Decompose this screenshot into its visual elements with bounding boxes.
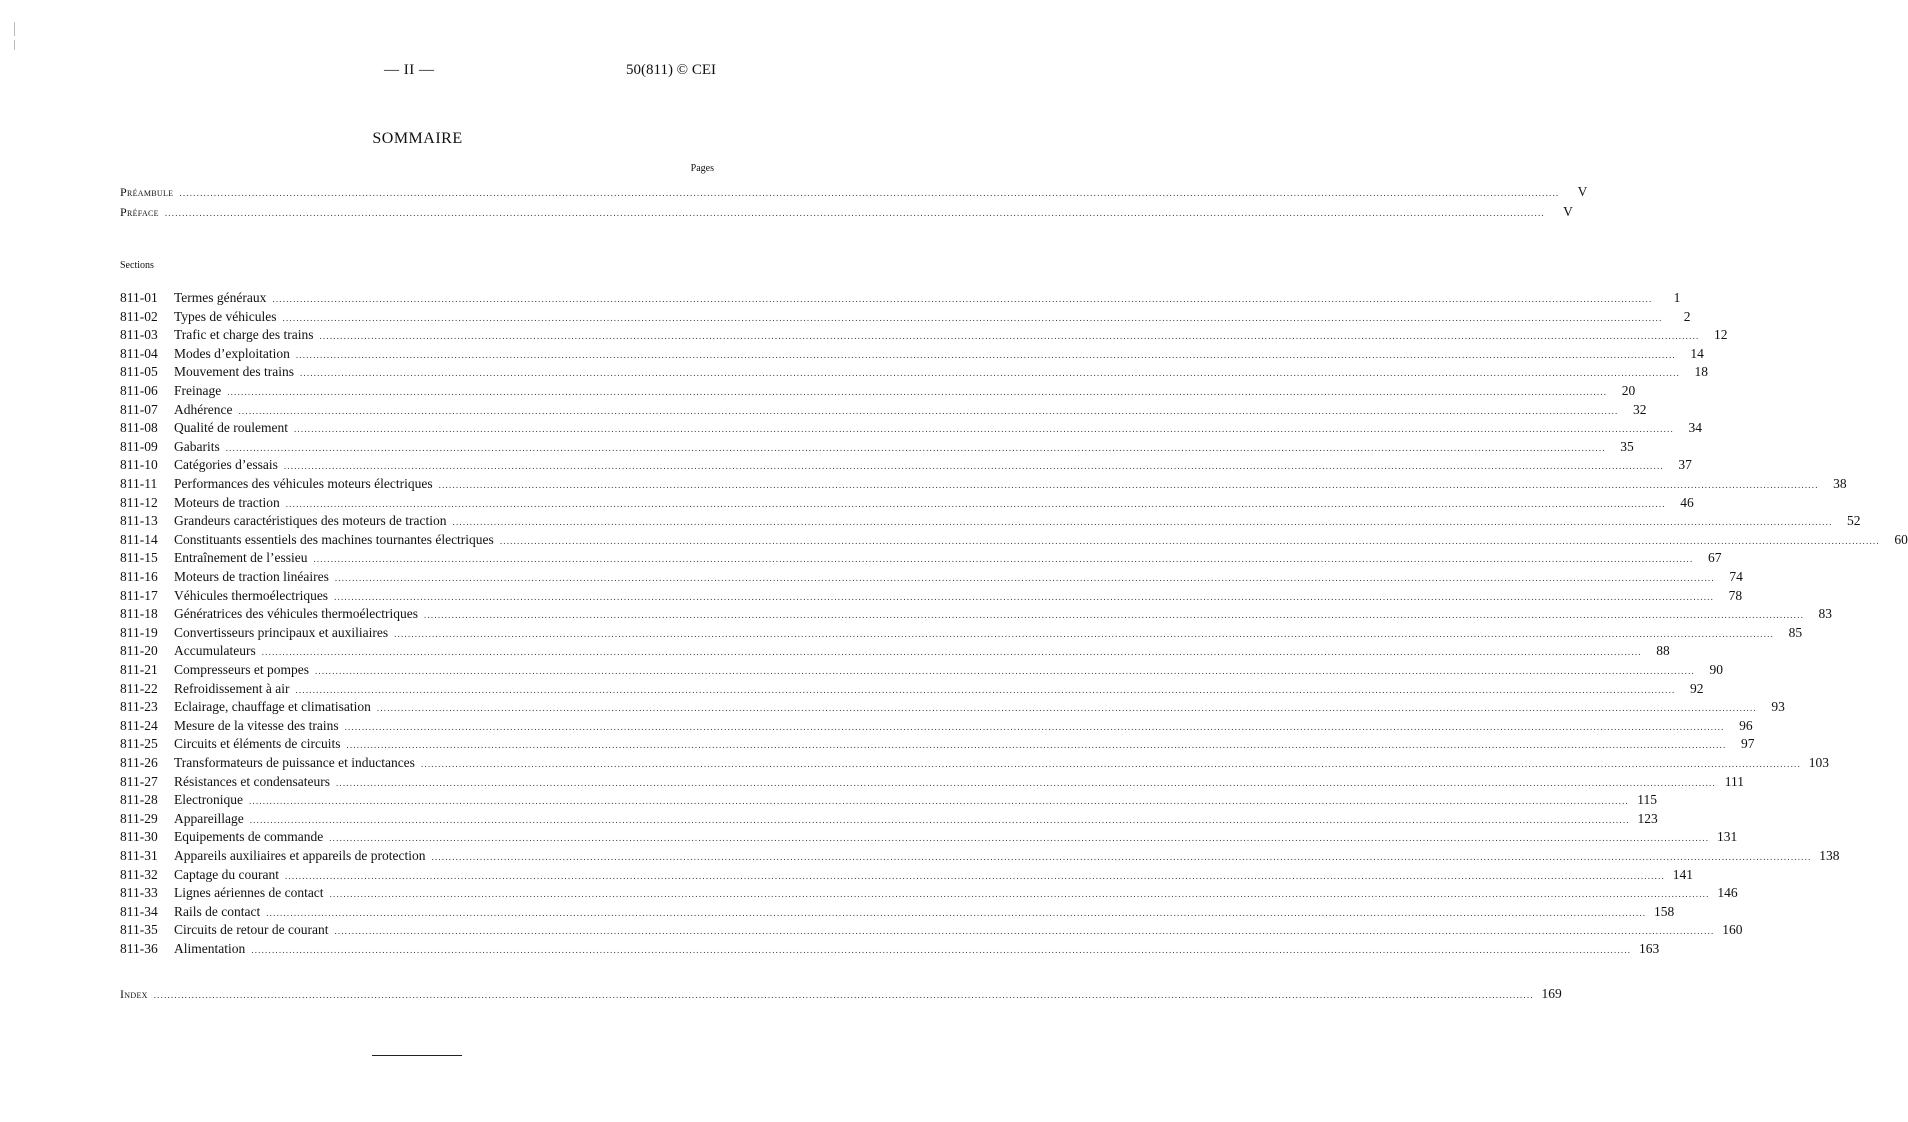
leader-dots: ................................................................................................................................................................................................................................................................................................................................................................................................................ <box>261 647 1642 658</box>
section-number: 811-17 <box>120 587 158 603</box>
leader-dots: ................................................................................................................................................................................................................................................................................................................................................................................................................ <box>249 814 1630 825</box>
section-number: 811-07 <box>120 401 158 417</box>
section-title: Appareillage <box>174 810 244 826</box>
margin-scan-mark <box>14 22 15 36</box>
leader-dots: ................................................................................................................................................................................................................................................................................................................................................................................................................ <box>227 387 1608 397</box>
section-number: 811-31 <box>120 848 158 863</box>
leader-dots: ................................................................................................................................................................................................................................................................................................................................................................................................................ <box>282 312 1663 323</box>
toc-entry-811-04[interactable] <box>120 345 1704 363</box>
section-number: 811-11 <box>120 476 158 491</box>
toc-entry-811-15[interactable] <box>120 549 1722 567</box>
page-title: SOMMAIRE <box>372 130 463 147</box>
page-header <box>0 62 793 82</box>
section-page: 14 <box>1690 345 1704 361</box>
leader-dots: ................................................................................................................................................................................................................................................................................................................................................................................................................ <box>420 759 1801 769</box>
section-title: Moteurs de traction linéaires <box>174 569 329 584</box>
sections-label: Sections <box>120 260 154 271</box>
section-page: 32 <box>1632 401 1647 417</box>
toc-entry-811-32[interactable] <box>120 866 1693 884</box>
leader-dots: ................................................................................................................................................................................................................................................................................................................................................................................................................ <box>329 889 1710 900</box>
section-title: Génératrices des véhicules thermoélectriques <box>174 606 419 622</box>
section-number: 811-15 <box>120 550 158 566</box>
leader-dots: ................................................................................................................................................................................................................................................................................................................................................................................................................ <box>335 777 1716 788</box>
toc-entry-811-18[interactable] <box>120 605 1833 623</box>
leader-dots: ................................................................................................................................................................................................................................................................................................................................................................................................................ <box>284 870 1665 881</box>
leader-dots: ................................................................................................................................................................................................................................................................................................................................................................................................................ <box>266 907 1647 918</box>
toc-entry-preface[interactable] <box>120 203 1573 221</box>
section-page: 2 <box>1683 308 1691 324</box>
leader-dots: ................................................................................................................................................................................................................................................................................................................................................................................................................ <box>295 349 1676 360</box>
section-page: 97 <box>1740 736 1755 752</box>
leader-dots: ................................................................................................................................................................................................................................................................................................................................................................................................................ <box>283 461 1664 472</box>
section-page: 141 <box>1672 866 1693 882</box>
toc-entry-811-35[interactable] <box>120 921 1743 939</box>
section-number: 811-03 <box>120 327 158 343</box>
section-page: 96 <box>1739 717 1753 733</box>
section-page: 160 <box>1722 922 1743 938</box>
section-title: Résistances et condensateurs <box>174 773 330 789</box>
leader-dots: ................................................................................................................................................................................................................................................................................................................................................................................................................ <box>251 945 1632 955</box>
toc-entry-811-16[interactable] <box>120 568 1743 586</box>
section-page: 103 <box>1808 755 1829 770</box>
section-page: 67 <box>1707 550 1722 566</box>
section-title: Refroidissement à air <box>174 680 290 696</box>
section-number: 811-06 <box>120 383 158 398</box>
toc-entry-811-27[interactable] <box>120 773 1744 791</box>
section-title: Mouvement des trains <box>174 364 294 380</box>
section-page: 90 <box>1709 662 1723 677</box>
toc-entry-811-31[interactable] <box>120 847 1840 865</box>
section-title: Gabarits <box>174 438 220 454</box>
leader-dots: ................................................................................................................................................................................................................................................................................................................................................................................................................ <box>344 721 1725 732</box>
section-title: Freinage <box>174 383 222 398</box>
section-page: 93 <box>1771 699 1785 715</box>
section-page: 60 <box>1894 531 1908 547</box>
leader-dots: ................................................................................................................................................................................................................................................................................................................................................................................................................ <box>346 740 1727 751</box>
section-number: 811-19 <box>120 624 158 640</box>
section-number: 811-29 <box>120 810 158 826</box>
toc-entry-811-33[interactable] <box>120 884 1738 902</box>
section-title: Adhérence <box>174 401 233 417</box>
leader-dots: ................................................................................................................................................................................................................................................................................................................................................................................................................ <box>238 405 1619 416</box>
toc-entry-811-36[interactable] <box>120 940 1660 958</box>
section-title: Equipements de commande <box>174 829 324 845</box>
section-title: Circuits et éléments de circuits <box>174 736 341 752</box>
section-number: 811-26 <box>120 755 158 770</box>
section-page: 34 <box>1688 420 1702 436</box>
document-reference: 50(811) © CEI <box>626 62 716 78</box>
section-title: Convertisseurs principaux et auxiliaires <box>174 624 389 640</box>
toc-entry-811-14[interactable] <box>120 531 1908 549</box>
toc-entry-811-23[interactable] <box>120 698 1785 716</box>
index-label: Index <box>120 987 148 1001</box>
toc-entry-page: V <box>1577 184 1588 199</box>
leader-dots: ................................................................................................................................................................................................................................................................................................................................................................................................................ <box>499 535 1880 546</box>
section-page: 131 <box>1716 829 1738 845</box>
section-number: 811-24 <box>120 717 158 733</box>
bottom-rule <box>372 1055 462 1056</box>
section-number: 811-08 <box>120 420 158 436</box>
leader-dots: ................................................................................................................................................................................................................................................................................................................................................................................................................ <box>334 573 1715 583</box>
toc-entry-811-13[interactable] <box>120 512 1861 530</box>
section-number: 811-12 <box>120 494 158 510</box>
toc-entry-811-07[interactable] <box>120 401 1647 419</box>
section-number: 811-22 <box>120 680 158 696</box>
section-title: Appareils auxiliaires et appareils de protection <box>174 848 426 863</box>
section-page: 158 <box>1653 903 1675 919</box>
section-number: 811-02 <box>120 308 158 324</box>
section-number: 811-35 <box>120 922 158 938</box>
section-number: 811-34 <box>120 903 158 919</box>
section-number: 811-33 <box>120 885 158 901</box>
leader-dots: ................................................................................................................................................................................................................................................................................................................................................................................................................ <box>225 442 1606 453</box>
leader-dots: ................................................................................................................................................................................................................................................................................................................................................................................................................ <box>179 188 1560 198</box>
section-page: 146 <box>1717 885 1738 901</box>
margin-scan-mark <box>14 40 15 50</box>
toc-entry-811-22[interactable] <box>120 680 1704 698</box>
section-title: Véhicules thermoélectriques <box>174 587 329 603</box>
leader-dots: ................................................................................................................................................................................................................................................................................................................................................................................................................ <box>164 208 1545 218</box>
pages-column-label: Pages <box>690 163 714 174</box>
toc-entry-811-25[interactable] <box>120 735 1755 753</box>
toc-entry-811-05[interactable] <box>120 363 1708 381</box>
section-title: Electronique <box>174 792 243 808</box>
toc-entry-811-08[interactable] <box>120 419 1702 437</box>
toc-entry-811-20[interactable] <box>120 642 1670 660</box>
section-page: 46 <box>1680 494 1694 510</box>
toc-entry-label: Préambule <box>120 185 174 199</box>
section-number: 811-30 <box>120 829 158 845</box>
section-title: Moteurs de traction <box>174 494 280 510</box>
section-page: 74 <box>1729 569 1743 584</box>
leader-dots: ................................................................................................................................................................................................................................................................................................................................................................................................................ <box>376 703 1757 714</box>
section-title: Compresseurs et pompes <box>174 662 309 677</box>
toc-entry-811-34[interactable] <box>120 903 1675 921</box>
leader-dots: ................................................................................................................................................................................................................................................................................................................................................................................................................ <box>394 628 1775 639</box>
toc-entry-preambule[interactable] <box>120 183 1588 201</box>
toc-entry-811-21[interactable] <box>120 661 1723 679</box>
section-title: Transformateurs de puissance et inductances <box>174 755 415 770</box>
section-page: 138 <box>1819 848 1840 863</box>
toc-entry-811-01[interactable] <box>120 289 1681 307</box>
toc-entry-811-17[interactable] <box>120 587 1743 605</box>
section-number: 811-20 <box>120 643 158 659</box>
section-number: 811-21 <box>120 662 158 677</box>
section-title: Constituants essentiels des machines tournantes électriques <box>174 531 494 547</box>
leader-dots: ................................................................................................................................................................................................................................................................................................................................................................................................................ <box>329 833 1710 844</box>
section-number: 811-28 <box>120 792 158 808</box>
section-title: Rails de contact <box>174 903 261 919</box>
section-page: 52 <box>1847 513 1861 529</box>
index-entry[interactable] <box>120 985 1562 1003</box>
leader-dots: ................................................................................................................................................................................................................................................................................................................................................................................................................ <box>334 926 1715 937</box>
section-page: 85 <box>1788 624 1803 640</box>
section-title: Mesure de la vitesse des trains <box>174 717 339 733</box>
leader-dots: ................................................................................................................................................................................................................................................................................................................................................................................................................ <box>431 852 1812 862</box>
section-number: 811-14 <box>120 531 158 547</box>
section-page: 111 <box>1724 773 1744 789</box>
leader-dots: ................................................................................................................................................................................................................................................................................................................................................................................................................ <box>313 554 1694 565</box>
section-number: 811-18 <box>120 606 158 622</box>
leader-dots: ................................................................................................................................................................................................................................................................................................................................................................................................................ <box>295 684 1676 695</box>
section-page: 1 <box>1673 290 1681 305</box>
toc-entry-811-02[interactable] <box>120 308 1691 326</box>
section-page: 115 <box>1637 792 1657 808</box>
toc-entry-811-10[interactable] <box>120 456 1692 474</box>
leader-dots: ................................................................................................................................................................................................................................................................................................................................................................................................................ <box>452 517 1833 528</box>
section-number: 811-16 <box>120 569 158 584</box>
section-page: 12 <box>1713 327 1728 343</box>
section-page: 20 <box>1621 383 1636 398</box>
toc-entry-811-30[interactable] <box>120 828 1738 846</box>
section-title: Lignes aériennes de contact <box>174 885 324 901</box>
section-number: 811-04 <box>120 345 158 361</box>
leader-dots: ................................................................................................................................................................................................................................................................................................................................................................................................................ <box>334 591 1715 602</box>
leader-dots: ................................................................................................................................................................................................................................................................................................................................................................................................................ <box>248 796 1629 807</box>
section-number: 811-32 <box>120 866 158 882</box>
toc-entry-811-11[interactable] <box>120 475 1847 493</box>
section-page: 83 <box>1818 606 1833 622</box>
leader-dots: ................................................................................................................................................................................................................................................................................................................................................................................................................ <box>285 498 1666 509</box>
leader-dots: ................................................................................................................................................................................................................................................................................................................................................................................................................ <box>319 331 1700 342</box>
section-page: 163 <box>1639 941 1660 956</box>
section-page: 78 <box>1728 587 1743 603</box>
leader-dots: ................................................................................................................................................................................................................................................................................................................................................................................................................ <box>272 294 1653 304</box>
section-number: 811-36 <box>120 941 158 956</box>
index-page: 169 <box>1541 986 1562 1001</box>
section-page: 37 <box>1678 457 1692 473</box>
section-title: Catégories d’essais <box>174 457 278 473</box>
toc-entry-label: Préface <box>120 205 159 219</box>
section-title: Captage du courant <box>174 866 279 882</box>
section-number: 811-23 <box>120 699 158 715</box>
toc-entry-811-09[interactable] <box>120 438 1634 456</box>
leader-dots: ................................................................................................................................................................................................................................................................................................................................................................................................................ <box>424 610 1805 621</box>
section-title: Accumulateurs <box>174 643 256 659</box>
toc-entry-811-26[interactable] <box>120 754 1829 772</box>
section-title: Termes généraux <box>174 290 267 305</box>
section-page: 38 <box>1833 476 1847 491</box>
leader-dots: ................................................................................................................................................................................................................................................................................................................................................................................................................ <box>293 424 1674 435</box>
section-title: Circuits de retour de courant <box>174 922 329 938</box>
section-title: Trafic et charge des trains <box>174 327 314 343</box>
section-page: 92 <box>1689 680 1704 696</box>
leader-dots: ................................................................................................................................................................................................................................................................................................................................................................................................................ <box>314 666 1695 676</box>
leader-dots: ................................................................................................................................................................................................................................................................................................................................................................................................................ <box>299 368 1680 379</box>
section-title: Qualité de roulement <box>174 420 288 436</box>
section-title: Alimentation <box>174 941 246 956</box>
section-page: 88 <box>1656 643 1670 659</box>
toc-entry-811-06[interactable] <box>120 382 1636 400</box>
page-number: — II — <box>384 62 435 78</box>
toc-entry-811-24[interactable] <box>120 717 1753 735</box>
section-page: 18 <box>1694 364 1708 380</box>
section-number: 811-25 <box>120 736 158 752</box>
toc-entry-811-03[interactable] <box>120 326 1728 344</box>
section-number: 811-09 <box>120 438 158 454</box>
section-number: 811-27 <box>120 773 158 789</box>
section-number: 811-05 <box>120 364 158 380</box>
leader-dots: ................................................................................................................................................................................................................................................................................................................................................................................................................ <box>153 990 1534 1000</box>
section-number: 811-01 <box>120 290 158 305</box>
section-title: Performances des véhicules moteurs électriques <box>174 476 433 491</box>
toc-entry-page: V <box>1563 204 1573 219</box>
leader-dots: ................................................................................................................................................................................................................................................................................................................................................................................................................ <box>438 480 1819 490</box>
section-title: Grandeurs caractéristiques des moteurs de traction <box>174 513 447 529</box>
toc-entry-811-19[interactable] <box>120 624 1803 642</box>
section-title: Eclairage, chauffage et climatisation <box>174 699 371 715</box>
toc-entry-811-29[interactable] <box>120 810 1658 828</box>
section-number: 811-10 <box>120 457 158 473</box>
section-page: 123 <box>1637 810 1658 826</box>
toc-entry-811-28[interactable] <box>120 791 1657 809</box>
toc-entry-811-12[interactable] <box>120 494 1694 512</box>
section-title: Entraînement de l’essieu <box>174 550 308 566</box>
section-title: Modes d’exploitation <box>174 345 290 361</box>
section-page: 35 <box>1620 438 1634 454</box>
section-number: 811-13 <box>120 513 158 529</box>
section-title: Types de véhicules <box>174 308 277 324</box>
